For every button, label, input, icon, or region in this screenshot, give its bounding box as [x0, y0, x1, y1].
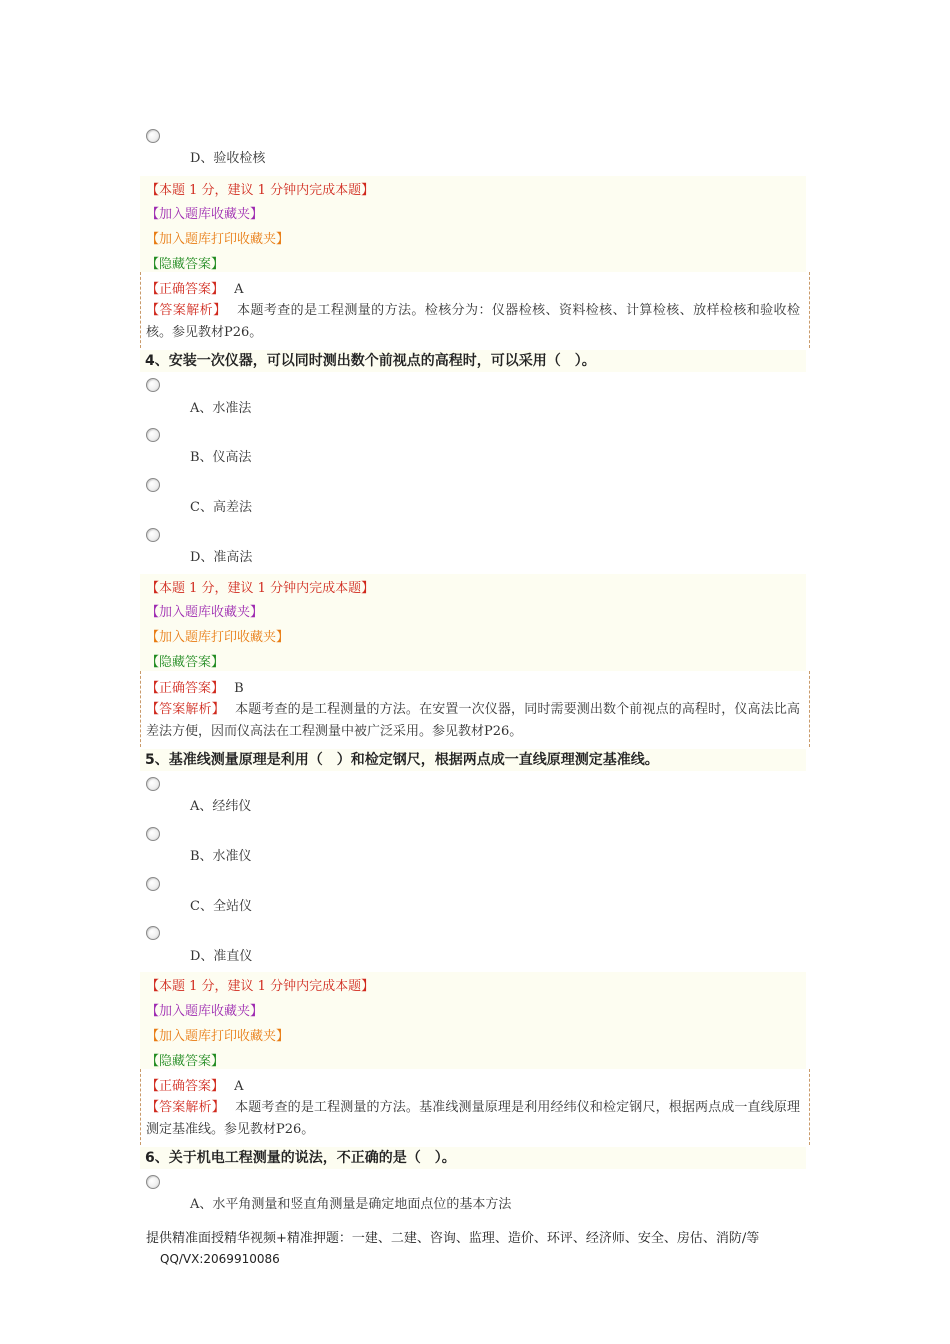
q5-add-favorites-link[interactable]: 【加入题库收藏夹】 [146, 1004, 264, 1019]
q5-option-d-label: D、准直仪 [190, 949, 253, 964]
radio-q4-option-d[interactable] [146, 528, 160, 542]
q4-option-c-label: C、高差法 [190, 500, 252, 515]
q3-correct-value: A [234, 282, 244, 297]
q4-add-print-favorites-link[interactable]: 【加入题库打印收藏夹】 [146, 630, 290, 645]
q5-analysis-label: 【答案解析】 [146, 1100, 225, 1115]
radio-q5-option-c[interactable] [146, 877, 160, 891]
radio-q6-option-a[interactable] [146, 1175, 160, 1189]
q4-correct-answer [146, 677, 244, 696]
q5-option-a-label: A、经纬仪 [190, 799, 252, 814]
q3-correct-answer [146, 278, 244, 297]
q4-analysis [146, 699, 800, 743]
q4-meta: 【本题 1 分，建议 1 分钟内完成本题】 [146, 581, 375, 596]
q4-option-b-label: B、仪高法 [190, 450, 252, 465]
radio-q5-option-a[interactable] [146, 777, 160, 791]
q4-option-d-label: D、准高法 [190, 550, 253, 565]
radio-q4-option-b[interactable] [146, 428, 160, 442]
q3-analysis [146, 300, 800, 344]
q5-meta: 【本题 1 分，建议 1 分钟内完成本题】 [146, 979, 375, 994]
q4-analysis-text: 本题考查的是工程测量的方法。在安置一次仪器，同时需要测出数个前视点的高程时，仪高法比高差法方便，因而仪高法在工程测量中被广泛采用。参见教材P26。 [146, 702, 800, 739]
radio-q5-option-d[interactable] [146, 926, 160, 940]
q4-hide-answer-link[interactable]: 【隐藏答案】 [146, 655, 225, 670]
q3-analysis-text: 本题考查的是工程测量的方法。检核分为：仪器检核、资料检核、计算检核、放样检核和验收检核。参见教材P26。 [146, 303, 800, 340]
footer-promo-text: 提供精准面授精华视频+精准押题：一建、二建、咨询、监理、造价、环评、经济师、安全、房估、消防/等 [146, 1231, 760, 1246]
q3-correct-label: 【正确答案】 [146, 282, 225, 297]
q4-title: 4、安装一次仪器，可以同时测出数个前视点的高程时，可以采用（ ）。 [140, 350, 806, 372]
q5-hide-answer-link[interactable]: 【隐藏答案】 [146, 1054, 225, 1069]
q5-analysis-text: 本题考查的是工程测量的方法。基准线测量原理是利用经纬仪和检定钢尺，根据两点成一直线原理测定基准线。参见教材P26。 [146, 1100, 800, 1137]
footer-promo [146, 1229, 806, 1270]
q3-meta: 【本题 1 分，建议 1 分钟内完成本题】 [146, 183, 375, 198]
footer-contact: QQ/VX:2069910086 [160, 1252, 280, 1266]
q3-analysis-label: 【答案解析】 [146, 303, 227, 318]
q5-analysis [146, 1097, 800, 1141]
q5-correct-answer [146, 1075, 244, 1094]
q5-title: 5、基准线测量原理是利用（ ）和检定钢尺，根据两点成一直线原理测定基准线。 [140, 749, 806, 771]
q6-option-a-label: A、水平角测量和竖直角测量是确定地面点位的基本方法 [190, 1197, 512, 1212]
q4-correct-label: 【正确答案】 [146, 681, 225, 696]
q5-correct-label: 【正确答案】 [146, 1079, 225, 1094]
q5-add-print-favorites-link[interactable]: 【加入题库打印收藏夹】 [146, 1029, 290, 1044]
q5-option-b-label: B、水准仪 [190, 849, 252, 864]
q4-add-favorites-link[interactable]: 【加入题库收藏夹】 [146, 605, 264, 620]
q4-correct-value: B [234, 681, 244, 696]
q3-add-favorites-link[interactable]: 【加入题库收藏夹】 [146, 207, 264, 222]
q4-analysis-label: 【答案解析】 [146, 702, 225, 717]
q3-add-print-favorites-link[interactable]: 【加入题库打印收藏夹】 [146, 232, 290, 247]
radio-q3-option-d[interactable] [146, 129, 160, 143]
q5-correct-value: A [234, 1079, 244, 1094]
q3-option-d-label: D、验收检核 [190, 151, 266, 166]
q3-hide-answer-link[interactable]: 【隐藏答案】 [146, 257, 225, 272]
q6-title: 6、关于机电工程测量的说法，不正确的是（ ）。 [140, 1147, 806, 1169]
radio-q4-option-a[interactable] [146, 378, 160, 392]
radio-q4-option-c[interactable] [146, 478, 160, 492]
radio-q5-option-b[interactable] [146, 827, 160, 841]
q5-option-c-label: C、全站仪 [190, 899, 252, 914]
q4-option-a-label: A、水准法 [190, 401, 252, 416]
